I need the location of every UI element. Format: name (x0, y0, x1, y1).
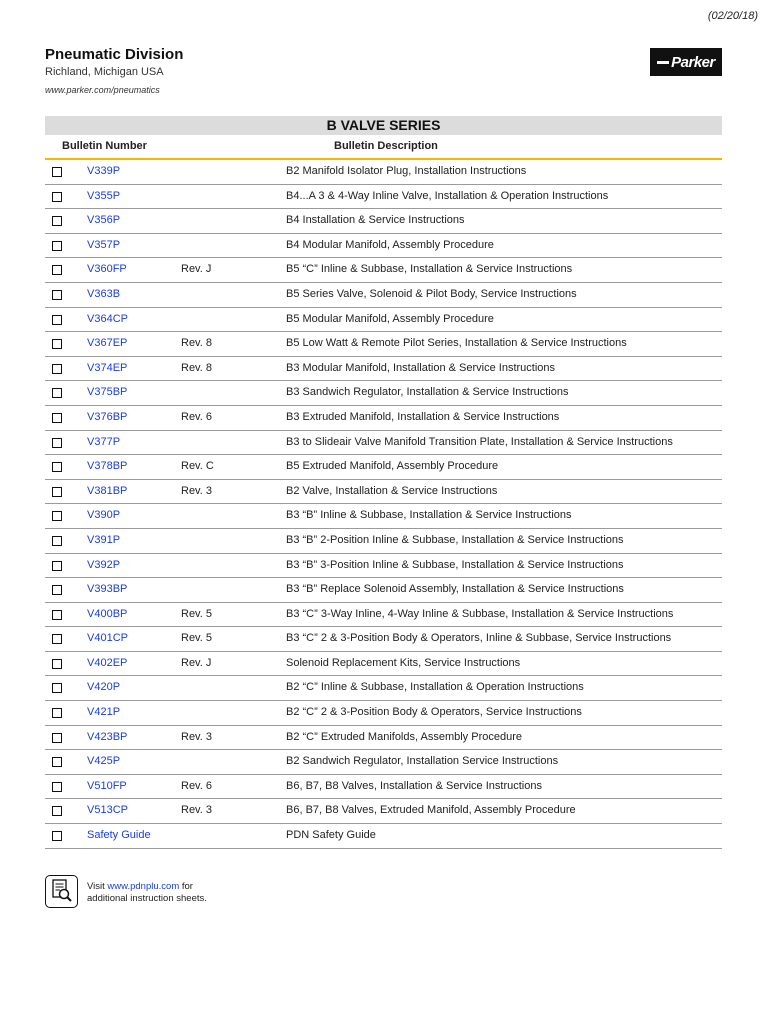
bulletin-number-link[interactable]: V360FP (87, 263, 127, 276)
bulletin-description: B2 Manifold Isolator Plug, Installation Instructions (286, 165, 527, 177)
bulletin-description: B3 “B” Inline & Subbase, Installation & Service Instructions (286, 509, 572, 522)
revision-label: Rev. 6 (181, 410, 212, 423)
footer-for-text: for (179, 881, 193, 892)
table-row (45, 603, 722, 628)
bulletin-number-link[interactable]: V375BP (87, 386, 128, 399)
footer-note (87, 881, 207, 905)
table-row (45, 824, 722, 849)
bulletin-number-link[interactable]: V513CP (87, 804, 128, 817)
bulletin-description: B3 “B” Replace Solenoid Assembly, Installation & Service Instructions (286, 583, 624, 596)
bulletin-description: B3 “B” 3-Position Inline & Subbase, Installation & Service Instructions (286, 558, 624, 571)
bulletin-number-link[interactable]: V367EP (87, 337, 128, 350)
table-row (45, 775, 722, 800)
table-row (45, 431, 722, 456)
parker-logo (650, 48, 722, 76)
bulletin-description: B4...A 3 & 4-Way Inline Valve, Installation & Operation Instructions (286, 189, 609, 202)
row-checkbox[interactable] (52, 831, 62, 841)
bulletin-description: B3 Modular Manifold, Installation & Service Instructions (286, 361, 556, 374)
bulletin-description: B2 “C” Extruded Manifolds, Assembly Procedure (286, 730, 522, 743)
table-row (45, 308, 722, 333)
bulletin-description: B3 “C” 3-Way Inline, 4-Way Inline & Subbase, Installation & Service Instructions (286, 607, 674, 620)
bulletin-number-link[interactable]: V364CP (87, 312, 128, 325)
bulletin-number-link[interactable]: V377P (87, 435, 121, 448)
table-row (45, 701, 722, 726)
row-checkbox[interactable] (52, 806, 62, 816)
footer-link[interactable]: www.pdnplu.com (107, 881, 180, 892)
row-checkbox[interactable] (52, 192, 62, 202)
revision-label: Rev. 3 (181, 804, 212, 817)
bulletin-number-link[interactable]: Safety Guide (87, 829, 151, 842)
table-row (45, 750, 722, 775)
row-checkbox[interactable] (52, 462, 62, 472)
bulletin-description: B4 Modular Manifold, Assembly Procedure (286, 238, 494, 251)
table-row (45, 504, 722, 529)
bulletin-number-link[interactable]: V363B (87, 287, 121, 300)
revision-label: Rev. J (181, 263, 212, 276)
revision-label: Rev. 5 (181, 607, 212, 620)
bulletin-description: B3 Extruded Manifold, Installation & Service Instructions (286, 410, 560, 423)
row-checkbox[interactable] (52, 782, 62, 792)
bulletin-description: B3 “C” 2 & 3-Position Body & Operators, Inline & Subbase, Service Instructions (286, 632, 672, 645)
footer-line2: additional instruction sheets. (87, 893, 207, 904)
row-checkbox[interactable] (52, 536, 62, 546)
row-checkbox[interactable] (52, 733, 62, 743)
table-row (45, 529, 722, 554)
bulletin-number-link[interactable]: V355P (87, 189, 121, 202)
bulletin-description: B5 Low Watt & Remote Pilot Series, Installation & Service Instructions (286, 337, 627, 350)
row-checkbox[interactable] (52, 413, 62, 423)
bulletin-number-link[interactable]: V376BP (87, 410, 128, 423)
revision-label: Rev. 8 (181, 337, 212, 350)
document-search-icon (45, 875, 78, 908)
bulletin-number-link[interactable]: V392P (87, 558, 121, 571)
revision-label: Rev. 3 (181, 730, 212, 743)
table-row (45, 652, 722, 677)
row-checkbox[interactable] (52, 511, 62, 521)
bulletin-number-link[interactable]: V400BP (87, 607, 128, 620)
table-row (45, 578, 722, 603)
bulletin-description: B5 Series Valve, Solenoid & Pilot Body, Service Instructions (286, 287, 577, 300)
table-row (45, 185, 722, 210)
bulletin-description: B2 “C” 2 & 3-Position Body & Operators, Service Instructions (286, 706, 582, 719)
bulletin-list (45, 160, 722, 849)
bulletin-description: B6, B7, B8 Valves, Extruded Manifold, Assembly Procedure (286, 804, 576, 817)
bulletin-description: B2 Valve, Installation & Service Instructions (286, 484, 498, 497)
revision-label: Rev. C (181, 460, 214, 473)
table-row (45, 480, 722, 505)
bulletin-number-link[interactable]: V381BP (87, 484, 128, 497)
bulletin-number-link[interactable]: V425P (87, 755, 121, 768)
row-checkbox[interactable] (52, 634, 62, 644)
row-checkbox[interactable] (52, 610, 62, 620)
bulletin-number-link[interactable]: V393BP (87, 583, 128, 596)
bulletin-description: PDN Safety Guide (286, 829, 376, 842)
bulletin-number-link[interactable]: V374EP (87, 361, 128, 374)
bulletin-description: B2 Sandwich Regulator, Installation Service Instructions (286, 755, 559, 768)
bulletin-description: B5 “C” Inline & Subbase, Installation & Service Instructions (286, 263, 573, 276)
bulletin-description: B2 “C” Inline & Subbase, Installation & Operation Instructions (286, 681, 584, 694)
column-header-bulletin-description: Bulletin Description (334, 140, 438, 152)
bulletin-number-link[interactable]: V510FP (87, 779, 127, 792)
footer-visit-text: Visit (87, 881, 108, 892)
table-row (45, 332, 722, 357)
revision-label: Rev. 3 (181, 484, 212, 497)
table-row (45, 357, 722, 382)
row-checkbox[interactable] (52, 561, 62, 571)
bulletin-number-link[interactable]: V357P (87, 238, 121, 251)
division-location: Richland, Michigan USA (45, 66, 164, 78)
table-row (45, 627, 722, 652)
row-checkbox[interactable] (52, 265, 62, 275)
bulletin-number-link[interactable]: V390P (87, 509, 121, 522)
row-checkbox[interactable] (52, 339, 62, 349)
revision-label: Rev. 5 (181, 632, 212, 645)
bulletin-number-link[interactable]: V401CP (87, 632, 128, 645)
bulletin-number-link[interactable]: V378BP (87, 460, 128, 473)
bulletin-description: B4 Installation & Service Instructions (286, 214, 465, 227)
column-header-bulletin-number: Bulletin Number (62, 140, 147, 152)
row-checkbox[interactable] (52, 708, 62, 718)
website-link[interactable]: www.parker.com/pneumatics (45, 85, 160, 95)
table-row (45, 234, 722, 259)
table-row (45, 209, 722, 234)
table-row (45, 554, 722, 579)
bulletin-number-link[interactable]: V423BP (87, 730, 128, 743)
revision-label: Rev. 8 (181, 361, 212, 374)
bulletin-description: B3 Sandwich Regulator, Installation & Service Instructions (286, 386, 569, 399)
row-checkbox[interactable] (52, 167, 62, 177)
table-row (45, 726, 722, 751)
revision-label: Rev. J (181, 656, 212, 669)
bulletin-number-link[interactable]: V391P (87, 533, 121, 546)
table-row (45, 160, 722, 185)
revision-label: Rev. 6 (181, 779, 212, 792)
row-checkbox[interactable] (52, 757, 62, 767)
table-row (45, 283, 722, 308)
row-checkbox[interactable] (52, 216, 62, 226)
bulletin-description: B5 Extruded Manifold, Assembly Procedure (286, 460, 499, 473)
row-checkbox[interactable] (52, 683, 62, 693)
table-row (45, 455, 722, 480)
table-row (45, 381, 722, 406)
row-checkbox[interactable] (52, 290, 62, 300)
row-checkbox[interactable] (52, 585, 62, 595)
table-row (45, 799, 722, 824)
bulletin-description: B5 Modular Manifold, Assembly Procedure (286, 312, 494, 325)
bulletin-description: B3 “B” 2-Position Inline & Subbase, Installation & Service Instructions (286, 533, 624, 546)
table-row (45, 258, 722, 283)
bulletin-description: Solenoid Replacement Kits, Service Instructions (286, 656, 521, 669)
bulletin-number-link[interactable]: V420P (87, 681, 121, 694)
row-checkbox[interactable] (52, 241, 62, 251)
row-checkbox[interactable] (52, 438, 62, 448)
revision-date: (02/20/18) (707, 10, 758, 22)
series-title: B VALVE SERIES (45, 116, 722, 135)
parker-logo-text: Parker (671, 53, 715, 71)
bulletin-number-link[interactable]: V421P (87, 706, 121, 719)
bulletin-number-link[interactable]: V402EP (87, 656, 128, 669)
bulletin-description: B3 to Slideair Valve Manifold Transition Plate, Installation & Service Instructions (286, 435, 673, 448)
bulletin-number-link[interactable]: V339P (87, 165, 121, 177)
table-row (45, 676, 722, 701)
row-checkbox[interactable] (52, 487, 62, 497)
row-checkbox[interactable] (52, 659, 62, 669)
bulletin-number-link[interactable]: V356P (87, 214, 121, 227)
bulletin-description: B6, B7, B8 Valves, Installation & Service Instructions (286, 779, 542, 792)
row-checkbox[interactable] (52, 388, 62, 398)
division-name: Pneumatic Division (45, 46, 184, 63)
row-checkbox[interactable] (52, 364, 62, 374)
table-row (45, 406, 722, 431)
row-checkbox[interactable] (52, 315, 62, 325)
